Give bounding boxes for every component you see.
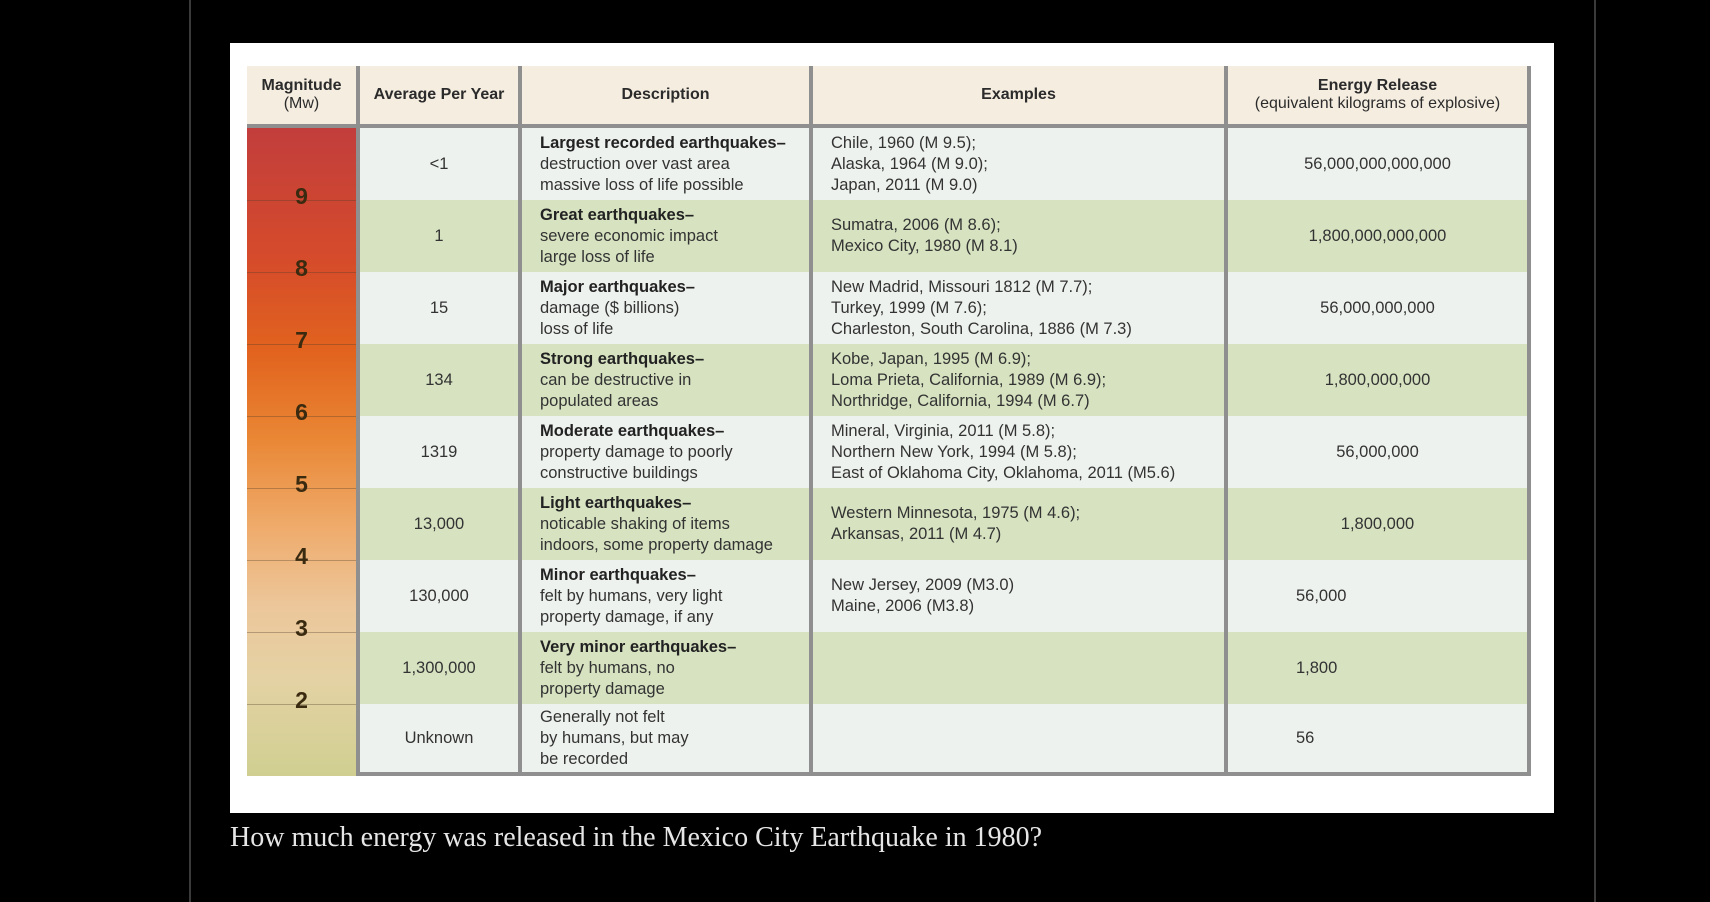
description-cell [522,632,813,704]
example-line: New Madrid, Missouri 1812 (M 7.7); [831,277,1093,296]
table-row [247,200,1531,272]
examples-cell [813,416,1228,488]
header-magnitude [247,66,360,128]
examples-cell [813,704,1228,776]
magnitude-label: 8 [295,254,308,281]
example-line: Mexico City, 1980 (M 8.1) [831,237,1018,255]
energy-release-cell: 56,000 [1228,560,1531,632]
description-line: populated areas [540,391,659,410]
description-line: be recorded [540,749,629,768]
description-title: Moderate earthquakes– [540,421,725,440]
average-per-year-cell: 134 [360,344,522,416]
magnitude-label: 4 [295,543,308,569]
right-divider [1594,0,1596,902]
example-line: Charleston, South Carolina, 1886 (M 7.3) [831,319,1132,338]
energy-release-cell: 1,800,000,000,000 [1228,200,1531,272]
magnitude-label: 2 [295,686,308,713]
table-row [247,704,1531,776]
example-line: Chile, 1960 (M 9.5); [831,133,976,152]
examples-cell [813,488,1228,560]
average-per-year-cell: 15 [360,272,522,344]
header-description: Description [522,66,813,128]
header-average: Average Per Year [360,66,522,128]
energy-release-cell: 56 [1228,704,1531,776]
description-line: loss of life [540,319,614,338]
magnitude-label: 9 [295,182,308,209]
description-title: Strong earthquakes– [540,349,705,368]
description-title: Minor earthquakes– [540,565,696,584]
description-line: property damage [540,679,665,698]
examples-cell [813,272,1228,344]
energy-release-cell: 56,000,000 [1228,416,1531,488]
table-row [247,128,1531,200]
header-energy-label: Energy Release [1317,77,1438,94]
description-line: by humans, but may [540,728,689,747]
description-line: severe economic impact [540,226,718,245]
description-line: felt by humans, very light [540,586,723,605]
energy-release-cell: 56,000,000,000 [1228,272,1531,344]
example-line: Japan, 2011 (M 9.0) [831,175,978,194]
description-line: massive loss of life possible [540,175,744,194]
average-per-year-cell: 1,300,000 [360,632,522,704]
energy-release-cell: 1,800 [1228,632,1531,704]
magnitude-scale-bar [247,128,360,776]
description-line: damage ($ billions) [540,298,680,317]
table-row [247,632,1531,704]
average-per-year-cell: Unknown [360,704,522,776]
example-line: Western Minnesota, 1975 (M 4.6); [831,504,1081,522]
examples-cell [813,200,1228,272]
header-energy [1228,66,1531,128]
description-title: Major earthquakes– [540,277,695,296]
magnitude-label: 3 [295,615,308,641]
description-line: property damage to poorly [540,442,733,461]
table-row [247,560,1531,632]
question-text: How much energy was released in the Mexico City Earthquake in 1980? [230,822,1043,853]
table-row [247,272,1531,344]
magnitude-label: 6 [295,398,308,425]
description-line: destruction over vast area [540,154,730,173]
description-line: felt by humans, no [540,658,675,677]
header-magnitude-unit: (Mw) [283,95,320,112]
example-line: Northridge, California, 1994 (M 6.7) [831,391,1090,410]
description-line: noticable shaking of items [540,514,730,533]
description-line: can be destructive in [540,370,692,389]
description-title: Very minor earthquakes– [540,637,737,656]
table-row [247,344,1531,416]
description-cell [522,416,813,488]
description-cell [522,704,813,776]
description-line: property damage, if any [540,607,714,626]
magnitude-label: 7 [295,327,308,353]
description-title: Light earthquakes– [540,493,692,512]
example-line: Turkey, 1999 (M 7.6); [831,298,987,317]
description-cell [522,488,813,560]
description-line: large loss of life [540,247,655,266]
description-cell [522,272,813,344]
description-cell [522,128,813,200]
average-per-year-cell: 13,000 [360,488,522,560]
example-line: Mineral, Virginia, 2011 (M 5.8); [831,421,1056,440]
example-line: Alaska, 1964 (M 9.0); [831,154,988,173]
description-cell [522,200,813,272]
example-line: Loma Prieta, California, 1989 (M 6.9); [831,370,1107,389]
table-row [247,488,1531,560]
example-line: Sumatra, 2006 (M 8.6); [831,216,1001,234]
description-cell [522,560,813,632]
header-magnitude-label: Magnitude [261,77,342,94]
description-title: Largest recorded earthquakes– [540,133,786,152]
earthquake-table-image [230,43,1554,813]
example-line: Arkansas, 2011 (M 4.7) [831,525,1002,543]
energy-release-cell: 1,800,000,000 [1228,344,1531,416]
table-row [247,416,1531,488]
left-divider [189,0,191,902]
description-line: constructive buildings [540,463,698,482]
example-line: Northern New York, 1994 (M 5.8); [831,442,1077,461]
header-energy-unit: (equivalent kilograms of explosive) [1254,95,1501,112]
header-examples: Examples [813,66,1228,128]
examples-cell [813,128,1228,200]
earthquake-magnitude-table [247,66,1531,776]
description-line: Generally not felt [540,707,665,726]
magnitude-label: 5 [295,471,308,497]
average-per-year-cell: 1 [360,200,522,272]
example-line: Kobe, Japan, 1995 (M 6.9); [831,349,1031,368]
average-per-year-cell: 130,000 [360,560,522,632]
description-cell [522,344,813,416]
examples-cell [813,632,1228,704]
example-line: New Jersey, 2009 (M3.0) [831,576,1015,594]
average-per-year-cell: 1319 [360,416,522,488]
example-line: East of Oklahoma City, Oklahoma, 2011 (M5.6) [831,463,1176,482]
examples-cell [813,560,1228,632]
average-per-year-cell: <1 [360,128,522,200]
description-line: indoors, some property damage [540,535,773,554]
energy-release-cell: 56,000,000,000,000 [1228,128,1531,200]
description-title: Great earthquakes– [540,205,695,224]
example-line: Maine, 2006 (M3.8) [831,597,975,615]
examples-cell [813,344,1228,416]
energy-release-cell: 1,800,000 [1228,488,1531,560]
